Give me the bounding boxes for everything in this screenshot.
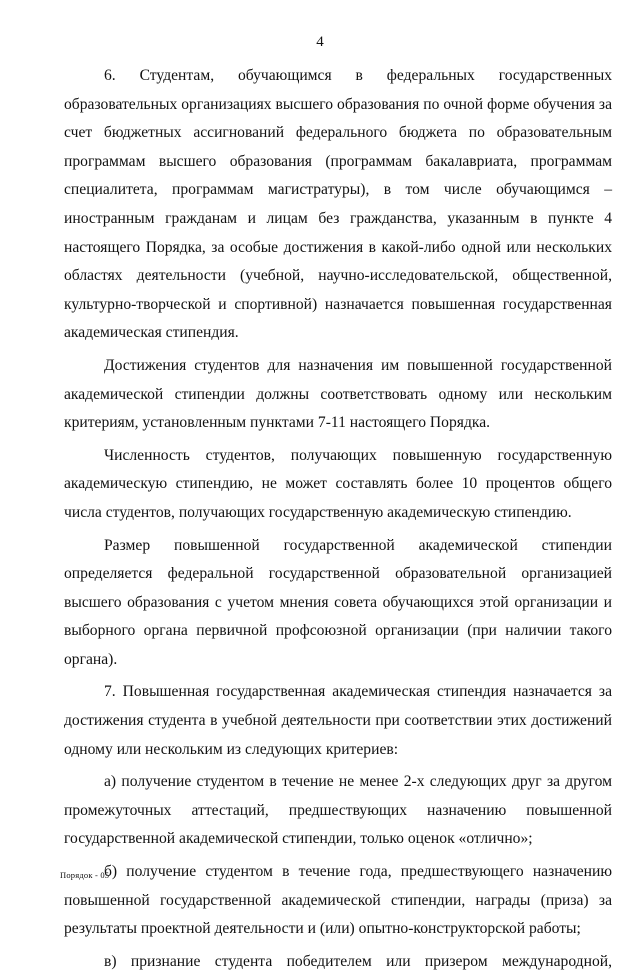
- list-item-c: в) признание студента победителем или призером международной,: [104, 952, 612, 970]
- paragraph-6: 6. Студентам, обучающимся в федеральных государственных образовательных организациях высшего образования по очной форме обучения за счет бюджетных ассигнований федерального бюджета по образовательным программам высшего образования (программам бакалавриата, программам специалитета, программам магистратуры), в том числе обучающимся – иностранным гражданам и лицам без гражданства, указанным в пункте 4 настоящего Порядка, за особые достижения в какой-либо одной или нескольких областях деятельности (учебной, научно-исследовательской, общественной, культурно-творческой и спортивной) назначается повышенная государственная академическая стипендия.: [64, 67, 612, 342]
- paragraph-student-quota: Численность студентов, получающих повышенную государственную академическую стипендию, не может составлять более 10 процентов общего числа студентов, получающих государственную академическую стипендию.: [64, 446, 612, 521]
- paragraph-achievements-criteria: Достижения студентов для назначения им повышенной государственной академической стипендии должны соответствовать одному или нескольким критериям, установленным пунктами 7-11 настоящего Порядка.: [64, 356, 612, 432]
- list-item-b: б) получение студентом в течение года, предшествующего назначению повышенной государственной академической стипендии, награды (приза) за результаты проектной деятельности и (или) опытно-конструкторской работы;: [64, 863, 612, 938]
- list-item-a: а) получение студентом в течение не менее 2-х следующих друг за другом промежуточных аттестаций, предшествующих назначению повышенной государственной академической стипендии, только оценок «отлично»;: [64, 773, 612, 848]
- paragraph-stipend-amount: Размер повышенной государственной академической стипендии определяется федеральной государственной образовательной организацией высшего образования с учетом мнения совета обучающихся этой организации и выборного органа первичной профсоюзной организации (при наличии такого органа).: [64, 536, 612, 668]
- paragraph-7: 7. Повышенная государственная академическая стипендия назначается за достижения студента в учебной деятельности при соответствии этих достижений одному или нескольким из следующих критериев:: [64, 683, 612, 758]
- footer-label: Порядок - 05: [60, 870, 110, 880]
- document-body: [64, 62, 612, 976]
- page-number: 4: [316, 34, 324, 50]
